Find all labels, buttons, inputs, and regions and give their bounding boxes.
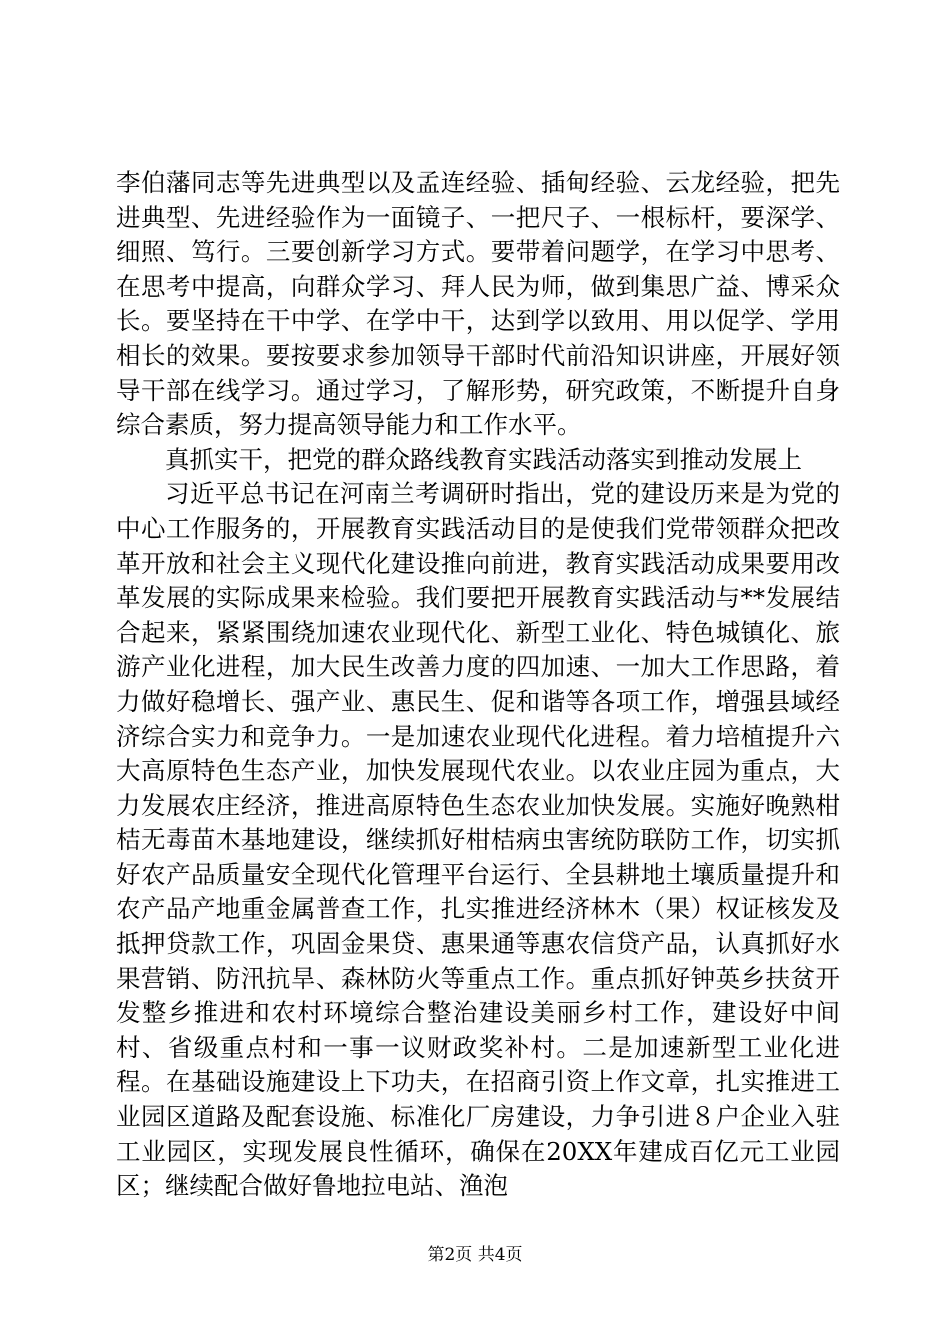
paragraph-continuation: 李伯藩同志等先进典型以及孟连经验、插甸经验、云龙经验，把先进典型、先进经验作为一面镜子、一把尺子、一根标杆，要深学、细照、笃行。三要创新学习方式。要带着问题学，在学习中思考、在思考中提高，向群众学习、拜人民为师，做到集思广益、博采众长。要坚持在干中学、在学中干，达到学以致用、用以促学、学用相长的效果。要按要求参加领导干部时代前沿知识讲座，开展好领导干部在线学习。通过学习，了解形势，研究政策，不断提升自身综合素质，努力提高领导能力和工作水平。 — [116, 168, 840, 440]
page-number-label: 第2页 共4页 — [427, 1245, 523, 1265]
document-body — [116, 166, 840, 1204]
section-heading: 真抓实干，把党的群众路线教育实践活动落实到推动发展上 — [165, 444, 802, 474]
paragraph-body: 习近平总书记在河南兰考调研时指出，党的建设历来是为党的中心工作服务的，开展教育实践活动目的是使我们党带领群众把改革开放和社会主义现代化建设推向前进，教育实践活动成果要用改革发展的实际成果来检验。我们要把开展教育实践活动与**发展结合起来，紧紧围绕加速农业现代化、新型工业化、特色城镇化、旅游产业化进程，加大民生改善力度的四加速、一加大工作思路，着力做好稳增长、强产业、惠民生、促和谐等各项工作，增强县域经济综合实力和竞争力。一是加速农业现代化进程。着力培植提升六大高原特色生态产业，加快发展现代农业。以农业庄园为重点，大力发展农庄经济，推进高原特色生态农业加快发展。实施好晚熟柑桔无毒苗木基地建设，继续抓好柑桔病虫害统防联防工作，切实抓好农产品质量安全现代化管理平台运行、全县耕地土壤质量提升和农产品产地重金属普查工作，扎实推进经济林木（果）权证核发及抵押贷款工作，巩固金果贷、惠果通等惠农信贷产品，认真抓好水果营销、防汛抗旱、森林防火等重点工作。重点抓好钟英乡扶贫开发整乡推进和农村环境综合整治建设美丽乡村工作，建设好中间村、省级重点村和一事一议财政奖补村。二是加速新型工业化进程。在基础设施建设上下功夫，在招商引资上作文章，扎实推进工业园区道路及配套设施、标准化厂房建设，力争引进８户企业入驻工业园区，实现发展良性循环，确保在20XX年建成百亿元工业园区；继续配合做好鲁地拉电站、渔泡 — [116, 479, 840, 1201]
page-footer — [0, 1244, 950, 1266]
